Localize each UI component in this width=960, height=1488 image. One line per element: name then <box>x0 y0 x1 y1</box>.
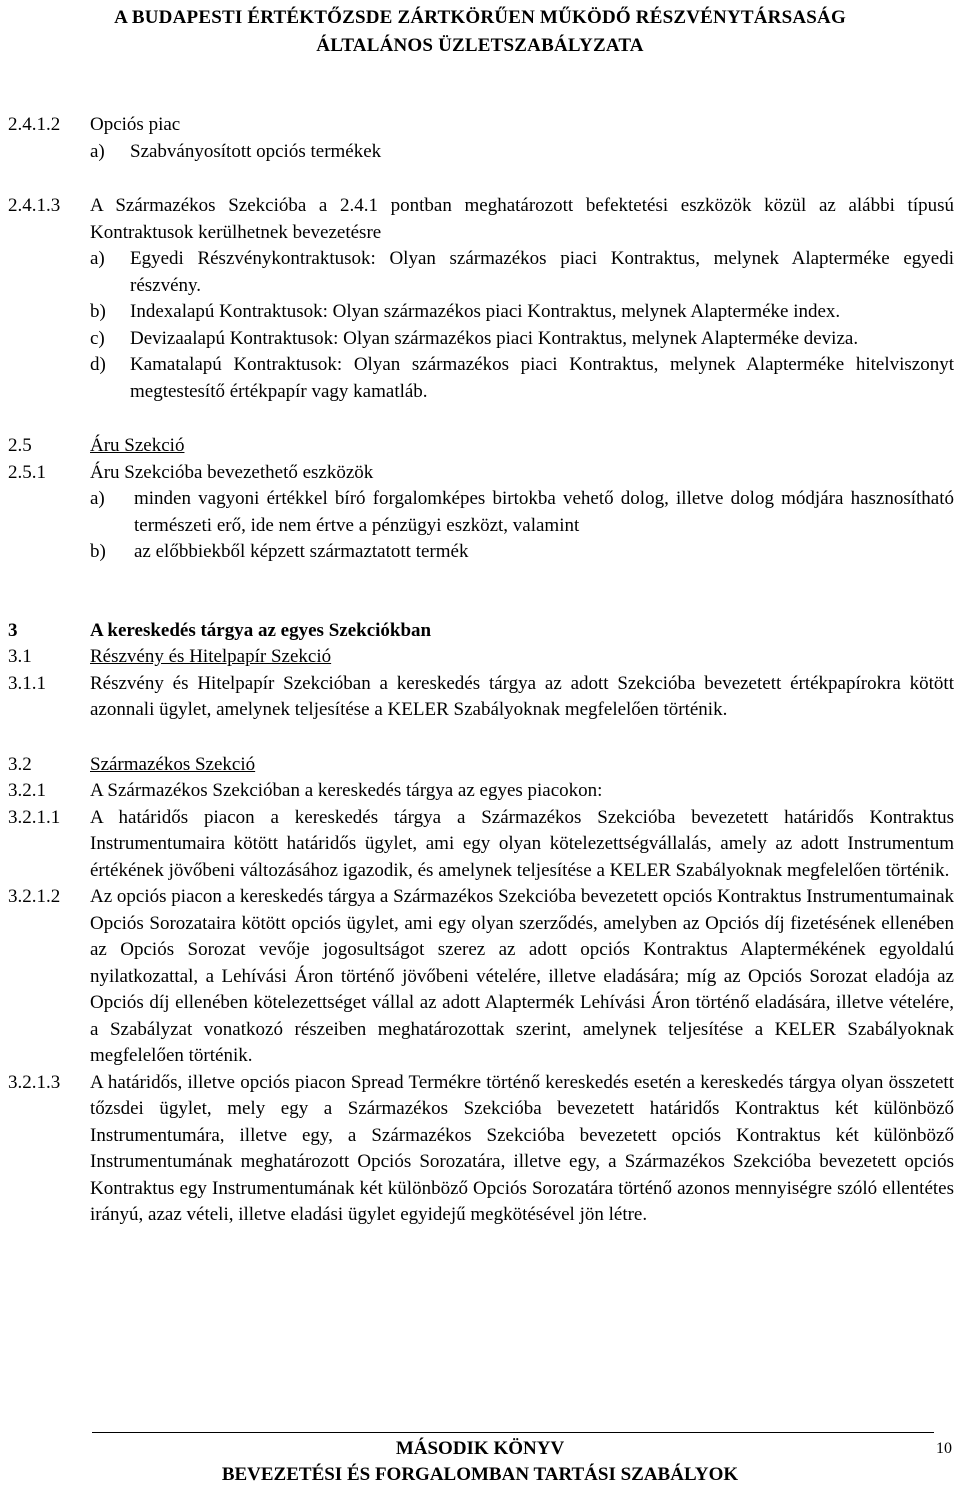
section-title: Áru Szekcióba bevezethető eszközök <box>90 461 374 483</box>
section-2-5-1 <box>8 460 954 566</box>
section-3-2-1-1 <box>8 805 954 885</box>
item-label: d) <box>90 354 106 375</box>
section-number: 3 <box>8 619 18 641</box>
document-body <box>8 112 954 1229</box>
section-number: 3.2.1 <box>8 780 46 801</box>
section-text: A határidős, illetve opciós piacon Spread Termékre történő kereskedés esetén a kereskedés tárgya olyan összetett tőzsdei ügylet, mely egy a Származékos Szekcióba bevezetett határidős Kontraktus két különböző Instrumentumára, illetve egy, a Származékos Szekcióba bevezetett opciós Kontraktus két különböző Instrumentumának meghatározott Opciós Sorozatára, illetve egy, a Származékos Szekcióba bevezetett opciós Kontraktus egy Instrumentumának két különböző Opciós Sorozatára történő azonos mennyiségre szóló ellentétes irányú, azaz vételi, illetve eladási ügylet egyidejű megkötésével jön létre. <box>90 1071 954 1225</box>
header-line-1: A BUDAPESTI ÉRTÉKTŐZSDE ZÁRTKÖRŰEN MŰKÖDŐ RÉSZVÉNYTÁRSASÁG <box>114 7 846 28</box>
list-item <box>90 326 954 353</box>
footer-rule <box>92 1432 934 1433</box>
section-title: Opciós piac <box>90 114 181 135</box>
header-line-2: ÁLTALÁNOS ÜZLETSZABÁLYZATA <box>316 35 644 56</box>
list-item <box>90 486 954 539</box>
section-2-4-1-3 <box>8 193 954 405</box>
section-3-1-1 <box>8 671 954 724</box>
section-3-2-1 <box>8 778 954 805</box>
footer-line-2: BEVEZETÉSI ÉS FORGALOMBAN TARTÁSI SZABÁLYOK <box>221 1464 739 1485</box>
section-2-5 <box>8 433 954 460</box>
list-item <box>90 139 954 166</box>
item-text: minden vagyoni értékkel bíró forgalomképes birtokba vehető dolog, illetve dolog módjára hasznosítható természeti erő, ide nem értve a pénzügyi eszközt, valamint <box>134 488 954 536</box>
list-item <box>90 539 954 566</box>
item-label: a) <box>90 248 105 269</box>
section-title: Részvény és Hitelpapír Szekció <box>90 646 332 667</box>
page-number: 10 <box>936 1440 952 1457</box>
section-3-2-1-2 <box>8 884 954 1070</box>
item-text: Indexalapú Kontraktusok: Olyan származékos piaci Kontraktus, melynek Alapterméke index. <box>130 301 841 322</box>
section-title: Áru Szekció <box>90 435 185 456</box>
section-text: Az opciós piacon a kereskedés tárgya a Származékos Szekcióba bevezetett opciós Kontraktus Instrumentumainak Opciós Sorozataira kötött opciós ügylet, ami egy olyan szerződés, amelyben az Opciós díj fizetésének ellenében az Opciós Sorozat vevője jogosultságot szerez az adott opciós Kontraktus Alaptermékének egyoldalú nyilatkozattal, a Lehívási Áron történő jövőbeni vételére, illetve eladására; míg az Opciós Sorozat eladója az Opciós díj ellenében kötelezettséget vállal az adott Alaptermék Lehívási Áron történő eladására, illetve vételére, a Szabályzat vonatkozó részeiben meghatározottak szerint, amelynek teljesítése a KELER Szabályoknak megfelelően történik. <box>90 886 954 1066</box>
section-number: 3.2.1.1 <box>8 806 61 828</box>
document-footer <box>0 1436 960 1488</box>
item-label: a) <box>90 488 105 509</box>
chapter-title: A kereskedés tárgya az egyes Szekciókban <box>90 619 432 641</box>
item-text: Devizaalapú Kontraktusok: Olyan származékos piaci Kontraktus, melynek Alapterméke deviza. <box>130 327 859 349</box>
section-title: Származékos Szekció <box>90 753 256 775</box>
section-number: 3.2.1.3 <box>8 1071 61 1093</box>
section-number: 3.1 <box>8 646 32 667</box>
item-label: a) <box>90 140 105 162</box>
section-number: 3.2 <box>8 753 32 775</box>
section-3-1 <box>8 644 954 671</box>
item-label: c) <box>90 327 105 349</box>
footer-line-1: MÁSODIK KÖNYV <box>395 1438 565 1459</box>
item-text: Szabványosított opciós termékek <box>130 140 382 162</box>
chapter-3 <box>8 618 954 645</box>
list-item <box>90 352 954 405</box>
item-text: az előbbiekből képzett származtatott termék <box>134 541 469 562</box>
document-header <box>0 4 960 60</box>
section-number: 2.5.1 <box>8 461 46 483</box>
list-item <box>90 246 954 299</box>
section-text: A határidős piacon a kereskedés tárgya a Származékos Szekcióba bevezetett határidős Kontraktus Instrumentumaira kötött határidős ügylet, ami egy olyan kötelezettségvállalás, amely az adott Instrumentum értékének jövőbeni változásához igazodik, és amelynek teljesítése a KELER Szabályoknak megfelelően történik. <box>90 806 954 881</box>
section-text: A Származékos Szekcióba a 2.4.1 pontban meghatározott befektetési eszközök közül az alábbi típusú Kontraktusok kerülhetnek bevezetésre <box>90 195 954 243</box>
item-label: b) <box>90 301 106 322</box>
item-label: b) <box>90 541 106 562</box>
section-2-4-1-2 <box>8 112 954 165</box>
section-number: 2.4.1.2 <box>8 114 61 135</box>
section-text: A Származékos Szekcióban a kereskedés tárgya az egyes piacokon: <box>90 780 603 801</box>
section-text: Részvény és Hitelpapír Szekcióban a kereskedés tárgya az adott Szekcióba bevezetett értékpapírokra kötött azonnali ügylet, amelynek teljesítése a KELER Szabályoknak megfelelően történik. <box>90 672 954 720</box>
section-number: 2.4.1.3 <box>8 195 61 216</box>
item-text: Egyedi Részvénykontraktusok: Olyan származékos piaci Kontraktus, melynek Alapterméke egyedi részvény. <box>130 248 954 296</box>
item-text: Kamatalapú Kontraktusok: Olyan származékos piaci Kontraktus, melynek Alapterméke hitelviszonyt megtestesítő értékpapír vagy kamatláb. <box>130 354 954 402</box>
section-number: 3.1.1 <box>8 672 46 694</box>
section-number: 3.2.1.2 <box>8 886 61 907</box>
list-item <box>90 299 954 326</box>
section-number: 2.5 <box>8 435 32 456</box>
section-3-2-1-3 <box>8 1070 954 1229</box>
section-3-2 <box>8 752 954 779</box>
